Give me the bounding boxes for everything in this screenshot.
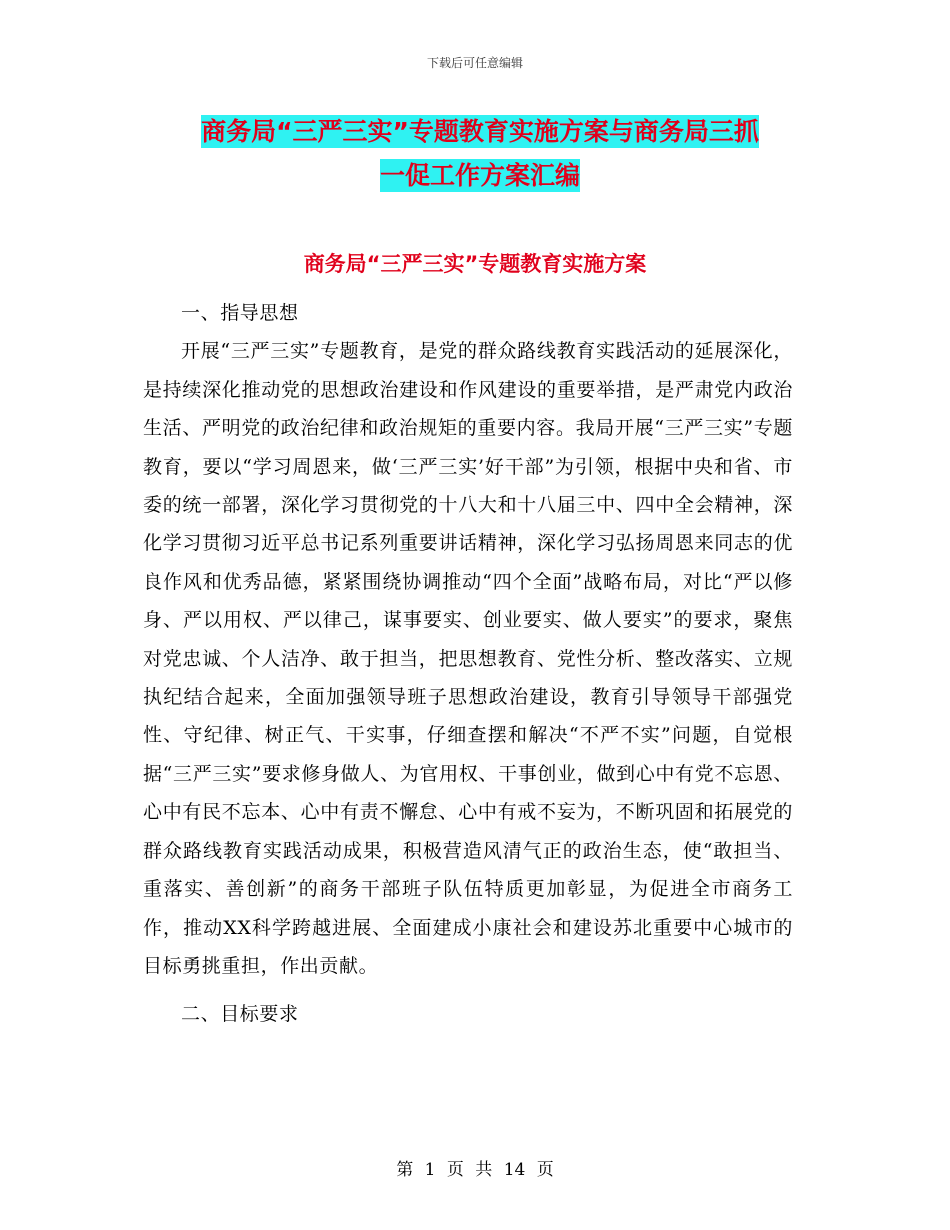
document-title-line2: 一促工作方案汇编 bbox=[379, 161, 580, 190]
paragraph-guiding-thought: 开展“三严三实”专题教育，是党的群众路线教育实践活动的延展深化，是持续深化推动党的思想政治建设和作风建设的重要举措，是严肃党内政治生活、严明党的政治纪律和政治规矩的重要内容。我局开展“三严三实”专题教育，要以“学习周恩来，做‘三严三实’好干部”为引领，根据中央和省、市委的统一部署，深化学习贯彻党的十八大和十八届三中、四中全会精神，深化学习贯彻习近平总书记系列重要讲话精神，深化学习弘扬周恩来同志的优良作风和优秀品德，紧紧围绕协调推动“四个全面”战略布局，对比“严以修身、严以用权、严以律己，谋事要实、创业要实、做人要实”的要求，聚焦对党忠诚、个人洁净、敢于担当，把思想教育、党性分析、整改落实、立规执纪结合起来，全面加强领导班子思想政治建设，教育引导领导干部强党性、守纪律、树正气、干实事，仔细查摆和解决“不严不实”问题，自觉根据“三严三实”要求修身做人、为官用权、干事创业，做到心中有党不忘恩、心中有民不忘本、心中有责不懈怠、心中有戒不妄为，不断巩固和拓展党的群众路线教育实践活动成果，积极营造风清气正的政治生态，使“敢担当、重落实、善创新”的商务干部班子队伍特质更加彰显，为促进全市商务工作，推动XX科学跨越进展、全面建成小康社会和建设苏北重要中心城市的目标勇挑重担，作出贡献。 bbox=[143, 340, 793, 977]
heading-goals: 二、目标要求 bbox=[181, 1003, 299, 1026]
document-title bbox=[140, 110, 820, 198]
document-title-line1: 商务局“三严三实”专题教育实施方案与商务局三抓 bbox=[201, 117, 759, 146]
section-title: 商务局“三严三实”专题教育实施方案 bbox=[303, 252, 647, 276]
header-note: 下载后可任意编辑 bbox=[426, 56, 523, 70]
page-number: 第 1 页 共 14 页 bbox=[396, 1160, 554, 1180]
document-body bbox=[143, 294, 793, 1034]
heading-guiding-thought: 一、指导思想 bbox=[181, 302, 299, 324]
